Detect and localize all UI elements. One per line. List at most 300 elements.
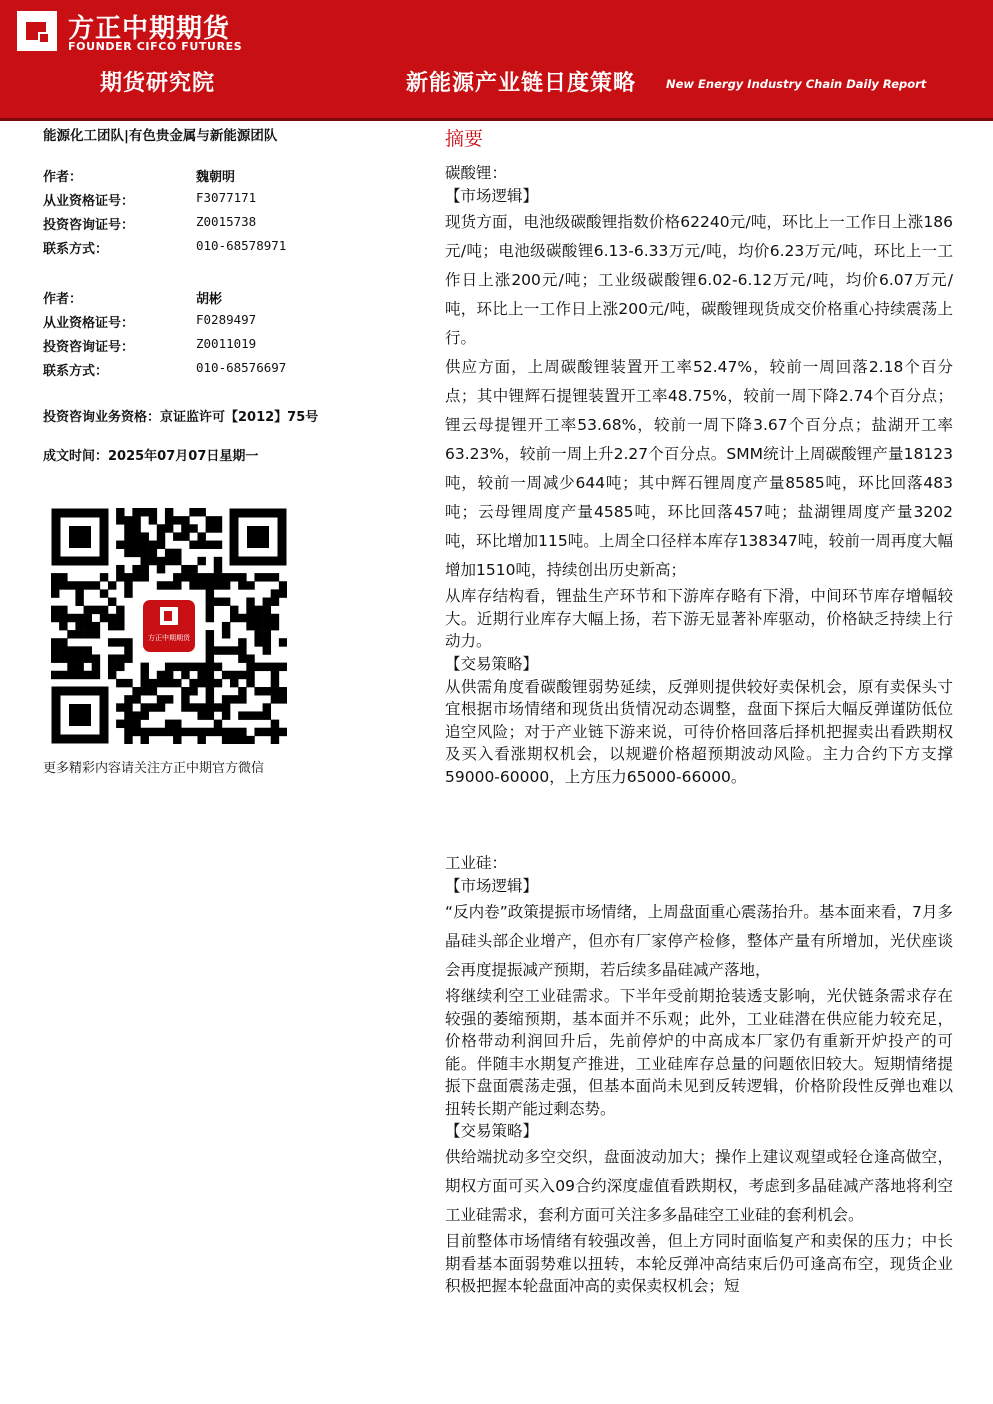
qr-module	[206, 638, 214, 646]
qr-module	[246, 671, 254, 679]
qr-module	[181, 687, 189, 695]
qr-module	[263, 638, 271, 646]
author-name: 魏朝明	[196, 170, 236, 185]
qr-module	[189, 573, 197, 581]
qr-module	[149, 687, 157, 695]
qr-module	[206, 614, 214, 622]
qr-module	[206, 646, 214, 654]
qr-module	[141, 573, 149, 581]
qr-module	[263, 630, 271, 638]
qr-module	[181, 728, 189, 736]
qr-module	[124, 711, 132, 719]
qr-module	[124, 549, 132, 557]
qr-module	[75, 654, 83, 662]
qr-module	[206, 541, 214, 549]
qr-module	[173, 728, 181, 736]
qr-module	[165, 663, 173, 671]
qr-module	[214, 524, 222, 532]
cert-row	[43, 190, 423, 210]
qr-module	[181, 516, 189, 524]
qr-module	[246, 581, 254, 589]
qr-module	[206, 663, 214, 671]
qr-module	[197, 679, 205, 687]
qr-module	[206, 516, 214, 524]
qr-module	[149, 728, 157, 736]
cert-row	[43, 312, 423, 332]
qr-module	[173, 679, 181, 687]
qr-module	[189, 679, 197, 687]
qr-module	[238, 581, 246, 589]
qr-module	[149, 557, 157, 565]
qr-module	[116, 622, 124, 630]
qr-module	[157, 565, 165, 573]
qr-module	[116, 663, 124, 671]
qr-module	[132, 720, 140, 728]
qr-module	[165, 581, 173, 589]
qr-module	[59, 581, 67, 589]
qr-module	[214, 679, 222, 687]
qr-module	[84, 630, 92, 638]
qr-module	[279, 728, 287, 736]
qr-module	[124, 581, 132, 589]
qr-module	[51, 671, 59, 679]
qr-module	[279, 638, 287, 646]
qr-module	[75, 663, 83, 671]
qr-module	[263, 728, 271, 736]
qr-module	[222, 581, 230, 589]
qr-module	[246, 711, 254, 719]
qr-module	[141, 679, 149, 687]
qr-module	[92, 671, 100, 679]
qr-module	[75, 598, 83, 606]
qr-module	[173, 573, 181, 581]
qr-module	[173, 663, 181, 671]
contact-label: 联系方式：	[43, 242, 109, 257]
qr-module	[279, 687, 287, 695]
qr-module	[165, 671, 173, 679]
qr-module	[230, 606, 238, 614]
qr-module	[75, 581, 83, 589]
qr-module	[197, 728, 205, 736]
qr-module	[84, 606, 92, 614]
qr-module	[75, 589, 83, 597]
qr-module	[181, 695, 189, 703]
author-row	[43, 166, 423, 186]
lithium-section	[445, 162, 953, 788]
qr-module	[246, 663, 254, 671]
qr-module	[173, 532, 181, 540]
qr-module	[157, 541, 165, 549]
consult-label: 投资咨询证号：	[43, 340, 135, 355]
qr-module	[84, 614, 92, 622]
qr-module	[132, 549, 140, 557]
qr-module	[263, 622, 271, 630]
qr-module	[108, 622, 116, 630]
qr-module	[157, 671, 165, 679]
qr-module	[92, 630, 100, 638]
cert-number: F3077171	[196, 190, 257, 205]
qr-module	[75, 630, 83, 638]
qr-module	[230, 646, 238, 654]
team-name: 能源化工团队|有色贵金属与新能源团队	[43, 128, 278, 144]
contact-phone: 010-68578971	[196, 238, 287, 253]
qr-module	[165, 728, 173, 736]
silicon-strategy-paragraph-cont: 目前整体市场情绪有较强改善，但上方同时面临复产和卖保的压力；中长期看基本面弱势难以扭转，本轮反弹冲高结束后仍可逢高布空，现货企业积极把握本轮盘面冲高的卖保卖权机会；短	[445, 1232, 953, 1295]
qr-module	[75, 622, 83, 630]
qr-module	[141, 687, 149, 695]
qr-module	[59, 614, 67, 622]
qr-module	[197, 711, 205, 719]
qr-module	[67, 630, 75, 638]
qr-module	[206, 598, 214, 606]
qr-module	[141, 557, 149, 565]
qr-module	[141, 736, 149, 744]
cert-label: 从业资格证号：	[43, 194, 135, 209]
qr-module	[238, 614, 246, 622]
qr-module	[197, 532, 205, 540]
founder-logo-icon	[16, 10, 58, 52]
qr-module	[108, 581, 116, 589]
qr-module	[157, 524, 165, 532]
silicon-logic-label: 【市场逻辑】	[445, 877, 539, 895]
qr-module	[165, 516, 173, 524]
qr-module	[124, 736, 132, 744]
qr-module	[254, 630, 262, 638]
qr-module	[222, 736, 230, 744]
qr-module	[230, 679, 238, 687]
qr-module	[271, 736, 279, 744]
qr-module	[173, 581, 181, 589]
qr-module	[181, 573, 189, 581]
consult-row	[43, 336, 423, 356]
qr-module	[254, 638, 262, 646]
qr-module	[189, 508, 197, 516]
qr-module	[206, 630, 214, 638]
qr-module	[141, 549, 149, 557]
qr-module	[141, 532, 149, 540]
silicon-logic-paragraph: “反内卷”政策提振市场情绪，上周盘面重心震荡抬升。基本面来看，7月多晶硅头部企业增产，但亦有厂家停产检修，整体产量有所增加，光伏座谈会再度提振减产预期，若后续多晶硅减产落地，	[445, 903, 953, 979]
qr-module	[108, 671, 116, 679]
qr-module	[132, 508, 140, 516]
qr-module	[124, 638, 132, 646]
qr-module	[214, 720, 222, 728]
qr-module	[206, 589, 214, 597]
consult-row	[43, 214, 423, 234]
qr-module	[181, 671, 189, 679]
qr-module	[254, 606, 262, 614]
qr-module	[124, 695, 132, 703]
qr-module	[149, 541, 157, 549]
qr-module	[206, 703, 214, 711]
silicon-logic-paragraph-cont: 将继续利空工业硅需求。下半年受前期抢装透支影响，光伏链条需求存在较强的萎缩预期，基本面并不乐观；此外，工业硅潜在供应能力较充足，价格带动利润回升后，先前停炉的中高成本厂家仍有重新开炉投产的可能。伴随丰水期复产推进，工业硅库存总量的问题依旧较大。短期情绪提振下盘面震荡走强，但基本面尚未见到反转逻辑，价格阶段性反弹也难以扭转长期产能过剩态势。	[445, 987, 953, 1118]
wechat-qr-code[interactable]	[51, 508, 287, 744]
qr-module	[222, 630, 230, 638]
qr-module	[116, 606, 124, 614]
qr-module	[246, 606, 254, 614]
qr-module	[92, 654, 100, 662]
qr-module	[246, 736, 254, 744]
qr-module	[124, 532, 132, 540]
qr-module	[92, 606, 100, 614]
cert-number: F0289497	[196, 312, 257, 327]
qr-module	[116, 654, 124, 662]
qr-module	[51, 638, 59, 646]
qr-module	[222, 646, 230, 654]
author-label: 作者：	[43, 170, 83, 185]
qr-module	[214, 581, 222, 589]
qr-module	[214, 598, 222, 606]
qr-module	[51, 606, 59, 614]
qr-module	[214, 565, 222, 573]
qr-module	[92, 581, 100, 589]
qr-module	[116, 541, 124, 549]
qr-module	[165, 549, 173, 557]
qr-module	[141, 663, 149, 671]
qr-module	[157, 532, 165, 540]
qr-module	[116, 573, 124, 581]
qr-module	[197, 557, 205, 565]
qr-module	[132, 573, 140, 581]
qr-module	[124, 703, 132, 711]
qr-module	[84, 646, 92, 654]
qr-module	[246, 614, 254, 622]
qr-module	[108, 598, 116, 606]
qr-module	[181, 524, 189, 532]
qr-module	[271, 573, 279, 581]
lithium-strategy-paragraph: 从供需角度看碳酸锂弱势延续，反弹则提供较好卖保机会，原有卖保头寸宜根据市场情绪和现货出货情况动态调整，盘面下探后大幅反弹谨防低位追空风险；对于产业链下游来说，可待价格回落后择机把握卖出看跌期权及买入看涨期权机会，以规避价格超预期波动风险。主力合约下方支撑59000-60000，上方压力65000-66000。	[445, 677, 953, 786]
qr-module	[230, 671, 238, 679]
report-title-cn: 新能源产业链日度策略	[406, 71, 637, 96]
consult-number: Z0011019	[196, 336, 257, 351]
qr-module	[254, 573, 262, 581]
qr-module	[222, 711, 230, 719]
qr-module	[75, 614, 83, 622]
qr-module	[263, 598, 271, 606]
qr-module	[263, 711, 271, 719]
qr-module	[206, 711, 214, 719]
qr-module	[51, 581, 59, 589]
qr-module	[246, 679, 254, 687]
qr-module	[263, 703, 271, 711]
qr-module	[263, 687, 271, 695]
qr-module	[100, 589, 108, 597]
qr-module	[132, 711, 140, 719]
consult-number: Z0015738	[196, 214, 257, 229]
lithium-strategy-label: 【交易策略】	[445, 654, 539, 673]
qr-module	[238, 736, 246, 744]
qr-module	[157, 557, 165, 565]
qr-caption: 更多精彩内容请关注方正中期官方微信	[43, 761, 265, 776]
qr-module	[214, 557, 222, 565]
qr-module	[59, 671, 67, 679]
qr-module	[59, 606, 67, 614]
qr-module	[100, 606, 108, 614]
contact-label: 联系方式：	[43, 364, 109, 379]
qr-module	[214, 663, 222, 671]
qr-module	[263, 646, 271, 654]
qr-module	[173, 549, 181, 557]
qr-module	[108, 654, 116, 662]
qr-module	[238, 638, 246, 646]
qr-module	[206, 695, 214, 703]
qr-module	[132, 516, 140, 524]
lithium-inventory-paragraph: 从库存结构看，锂盐生产环节和下游库存略有下滑，中间环节库存增幅较大。近期行业库存大幅上扬，若下游无显著补库驱动，价格缺乏持续上行动力。	[445, 587, 953, 650]
lithium-logic-label: 【市场逻辑】	[445, 187, 539, 205]
report-date: 成文时间：2025年07月07日星期一	[43, 449, 259, 464]
qr-module	[108, 638, 116, 646]
qr-module	[181, 565, 189, 573]
qr-module	[189, 524, 197, 532]
qr-module	[271, 720, 279, 728]
qr-module	[254, 663, 262, 671]
qr-module	[108, 614, 116, 622]
qr-module	[222, 622, 230, 630]
qr-module	[141, 703, 149, 711]
qr-module	[124, 541, 132, 549]
qr-module	[67, 581, 75, 589]
silicon-strategy-label: 【交易策略】	[445, 1122, 539, 1140]
qr-module	[230, 736, 238, 744]
author-row	[43, 288, 423, 308]
qr-module	[271, 687, 279, 695]
contact-phone: 010-68576697	[196, 360, 287, 375]
qr-logo-text: 方正中期期货	[148, 634, 190, 642]
qr-module	[238, 654, 246, 662]
qr-module	[116, 720, 124, 728]
qr-module	[124, 679, 132, 687]
qr-module	[59, 646, 67, 654]
report-title-en: New Energy Industry Chain Daily Report	[666, 77, 927, 91]
qr-module	[181, 663, 189, 671]
qr-module	[51, 589, 59, 597]
qr-module	[59, 573, 67, 581]
qr-module	[206, 679, 214, 687]
qr-module	[214, 541, 222, 549]
logo-chinese-name: 方正中期期货	[68, 14, 231, 44]
qr-module	[116, 508, 124, 516]
qr-module	[279, 581, 287, 589]
qr-module	[197, 508, 205, 516]
qr-module	[149, 516, 157, 524]
qr-module	[84, 654, 92, 662]
qr-module	[116, 638, 124, 646]
qr-module	[206, 671, 214, 679]
qr-module	[271, 589, 279, 597]
license-info: 投资咨询业务资格：京证监许可【2012】75号	[43, 410, 319, 425]
qr-module	[254, 622, 262, 630]
qr-module	[206, 687, 214, 695]
qr-module	[214, 728, 222, 736]
qr-module	[222, 703, 230, 711]
qr-module	[238, 695, 246, 703]
qr-module	[222, 598, 230, 606]
author-name: 胡彬	[196, 292, 223, 307]
qr-module	[132, 532, 140, 540]
qr-module	[51, 654, 59, 662]
qr-module	[149, 549, 157, 557]
qr-module	[230, 573, 238, 581]
qr-module	[132, 687, 140, 695]
qr-module	[124, 573, 132, 581]
qr-module	[254, 728, 262, 736]
qr-module	[157, 728, 165, 736]
qr-module	[92, 663, 100, 671]
qr-module	[214, 516, 222, 524]
qr-module	[67, 614, 75, 622]
qr-module	[254, 687, 262, 695]
qr-module	[59, 638, 67, 646]
qr-module	[108, 663, 116, 671]
qr-module	[181, 532, 189, 540]
qr-module	[165, 679, 173, 687]
qr-module	[206, 581, 214, 589]
lithium-title: 碳酸锂：	[445, 164, 508, 182]
qr-module	[165, 508, 173, 516]
qr-module	[222, 728, 230, 736]
qr-module	[141, 541, 149, 549]
qr-module	[238, 728, 246, 736]
qr-module	[132, 728, 140, 736]
qr-module	[157, 695, 165, 703]
qr-module	[51, 614, 59, 622]
header-divider	[0, 118, 993, 121]
qr-module	[173, 516, 181, 524]
qr-module	[214, 703, 222, 711]
silicon-strategy-paragraph: 供给端扰动多空交织，盘面波动加大；操作上建议观望或轻仓逢高做空，期权方面可买入09合约深度虚值看跌期权，考虑到多晶硅减产落地将利空工业硅需求，套利方面可关注多多晶硅空工业硅的套利机会。	[445, 1148, 953, 1224]
qr-module	[246, 598, 254, 606]
qr-module	[132, 541, 140, 549]
logo-english-name: FOUNDER CIFCO FUTURES	[68, 40, 243, 53]
qr-module	[165, 557, 173, 565]
qr-module	[246, 622, 254, 630]
qr-module	[189, 565, 197, 573]
author-label: 作者：	[43, 292, 83, 307]
qr-module	[222, 695, 230, 703]
lithium-spot-paragraph: 现货方面，电池级碳酸锂指数价格62240元/吨，环比上一工作日上涨186元/吨；电池级碳酸锂6.13-6.33万元/吨，均价6.23万元/吨，环比上一工作日上涨200元/吨；工业级碳酸锂6.02-6.12万元/吨，均价6.07万元/吨，环比上一工作日上涨200元/吨，碳酸锂现货成交价格重心持续震荡上行。	[445, 213, 953, 347]
qr-module	[263, 606, 271, 614]
qr-module	[124, 516, 132, 524]
qr-module	[222, 671, 230, 679]
qr-module	[214, 573, 222, 581]
qr-module	[116, 679, 124, 687]
qr-module	[67, 663, 75, 671]
qr-module	[84, 581, 92, 589]
qr-module	[67, 671, 75, 679]
qr-module	[149, 679, 157, 687]
qr-module	[197, 573, 205, 581]
qr-module	[75, 671, 83, 679]
qr-module	[271, 728, 279, 736]
qr-module	[189, 541, 197, 549]
qr-module	[141, 508, 149, 516]
qr-module	[116, 516, 124, 524]
consult-label: 投资咨询证号：	[43, 218, 135, 233]
qr-module	[141, 671, 149, 679]
qr-module	[263, 663, 271, 671]
qr-module	[132, 695, 140, 703]
qr-module	[197, 671, 205, 679]
qr-module	[157, 581, 165, 589]
qr-module	[279, 695, 287, 703]
qr-module	[197, 541, 205, 549]
qr-module	[75, 646, 83, 654]
qr-module	[67, 646, 75, 654]
qr-module	[141, 711, 149, 719]
qr-module	[157, 679, 165, 687]
qr-module	[189, 581, 197, 589]
qr-module	[67, 654, 75, 662]
qr-module	[271, 598, 279, 606]
